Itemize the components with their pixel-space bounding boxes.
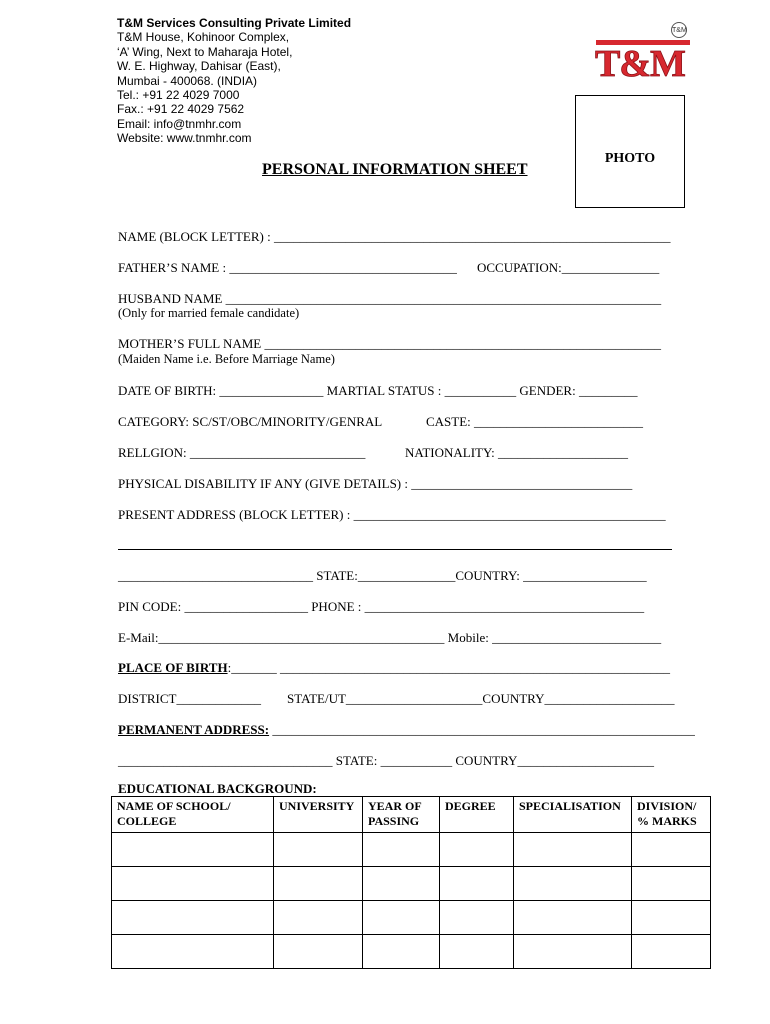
place-of-birth-label: PLACE OF BIRTH <box>118 660 228 675</box>
pin-phone-field[interactable]: PIN CODE: ___________________ PHONE : ___________________________________________ <box>118 599 645 614</box>
table-cell[interactable] <box>514 901 632 935</box>
education-heading: EDUCATIONAL BACKGROUND: <box>118 781 317 796</box>
table-cell[interactable] <box>274 833 363 867</box>
photo-label: PHOTO <box>604 151 656 166</box>
district-field[interactable]: DISTRICT_____________ <box>118 691 261 706</box>
page-title: PERSONAL INFORMATION SHEET <box>262 161 528 178</box>
state-ut-country-field[interactable]: STATE/UT_____________________COUNTRY____________________ <box>287 691 675 706</box>
table-cell[interactable] <box>274 935 363 969</box>
table-row <box>112 901 711 935</box>
company-address-block <box>117 16 351 146</box>
address-line: ‘A’ Wing, Next to Maharaja Hotel, <box>117 44 293 59</box>
category-label: CATEGORY: SC/ST/OBC/MINORITY/GENRAL <box>118 414 383 429</box>
table-cell[interactable] <box>440 833 514 867</box>
address-line: T&M House, Kohinoor Complex, <box>117 30 290 45</box>
nationality-field[interactable]: NATIONALITY: ____________________ <box>405 445 629 460</box>
website-line: Website: www.tnmhr.com <box>117 131 252 146</box>
telephone-line: Tel.: +91 22 4029 7000 <box>117 88 240 103</box>
husband-note: (Only for married female candidate) <box>118 306 300 320</box>
table-row <box>112 867 711 901</box>
husband-name-field[interactable]: HUSBAND NAME ___________________________________________________________________ <box>118 291 662 306</box>
col-header-degree: DEGREE <box>440 797 514 833</box>
table-cell[interactable] <box>514 867 632 901</box>
table-cell[interactable] <box>112 935 274 969</box>
education-table <box>111 796 711 969</box>
logo-wordmark: T&M <box>595 43 685 85</box>
col-header-university: UNIVERSITY <box>274 797 363 833</box>
table-cell[interactable] <box>632 833 711 867</box>
col-header-school: NAME OF SCHOOL/ COLLEGE <box>112 797 274 833</box>
table-cell[interactable] <box>112 833 274 867</box>
caste-field[interactable]: CASTE: __________________________ <box>426 414 644 429</box>
company-name: T&M Services Consulting Private Limited <box>117 16 352 30</box>
table-cell[interactable] <box>632 901 711 935</box>
table-cell[interactable] <box>632 867 711 901</box>
email-mobile-field[interactable]: E-Mail:____________________________________________ Mobile: __________________________ <box>118 630 662 645</box>
father-name-field[interactable]: FATHER’S NAME : ___________________________________ <box>118 260 457 275</box>
permanent-address-blank[interactable]: _________________________________________________________________ <box>269 722 695 737</box>
table-cell[interactable] <box>440 867 514 901</box>
name-field[interactable]: NAME (BLOCK LETTER) : _____________________________________________________________ <box>118 229 671 244</box>
table-row <box>112 833 711 867</box>
table-cell[interactable] <box>363 833 440 867</box>
mother-name-field[interactable]: MOTHER’S FULL NAME _____________________________________________________________ <box>118 336 661 351</box>
table-cell[interactable] <box>274 901 363 935</box>
place-of-birth-blank[interactable]: :_______ ____________________________________________________________ <box>227 660 670 675</box>
present-address-line[interactable] <box>118 549 672 550</box>
occupation-field[interactable]: OCCUPATION:_______________ <box>477 260 660 275</box>
dob-marital-gender-field[interactable]: DATE OF BIRTH: ________________ MARTIAL STATUS : ___________ GENDER: _________ <box>118 383 638 398</box>
religion-field[interactable]: RELLGION: ___________________________ <box>118 445 366 460</box>
trademark-badge: T&M <box>671 22 687 38</box>
table-cell[interactable] <box>363 867 440 901</box>
disability-field[interactable]: PHYSICAL DISABILITY IF ANY (GIVE DETAILS) : __________________________________ <box>118 476 633 491</box>
permanent-address-label: PERMANENT ADDRESS: <box>118 722 270 737</box>
table-cell[interactable] <box>514 935 632 969</box>
table-cell[interactable] <box>274 867 363 901</box>
email-line: Email: info@tnmhr.com <box>117 116 242 131</box>
table-cell[interactable] <box>112 901 274 935</box>
permanent-address-field[interactable] <box>118 722 695 738</box>
permanent-state-country-field[interactable]: _________________________________ STATE: ___________ COUNTRY_____________________ <box>118 753 654 768</box>
company-logo <box>593 20 693 86</box>
fax-line: Fax.: +91 22 4029 7562 <box>117 102 245 117</box>
col-header-specialisation: SPECIALISATION <box>514 797 632 833</box>
education-header-row <box>112 797 711 833</box>
photo-box[interactable] <box>575 95 685 208</box>
table-cell[interactable] <box>440 901 514 935</box>
table-row <box>112 935 711 969</box>
address-line: W. E. Highway, Dahisar (East), <box>117 59 281 74</box>
mother-note: (Maiden Name i.e. Before Marriage Name) <box>118 352 335 366</box>
table-cell[interactable] <box>514 833 632 867</box>
col-header-year: YEAR OF PASSING <box>363 797 440 833</box>
address-line: Mumbai - 400068. (INDIA) <box>117 73 258 88</box>
table-cell[interactable] <box>363 901 440 935</box>
table-cell[interactable] <box>363 935 440 969</box>
place-of-birth-field[interactable] <box>118 660 670 676</box>
table-cell[interactable] <box>112 867 274 901</box>
state-country-field[interactable]: ______________________________ STATE:_______________COUNTRY: ___________________ <box>118 568 647 583</box>
table-cell[interactable] <box>632 935 711 969</box>
col-header-division: DIVISION/ % MARKS <box>632 797 711 833</box>
table-cell[interactable] <box>440 935 514 969</box>
present-address-field[interactable]: PRESENT ADDRESS (BLOCK LETTER) : ________________________________________________ <box>118 507 666 522</box>
